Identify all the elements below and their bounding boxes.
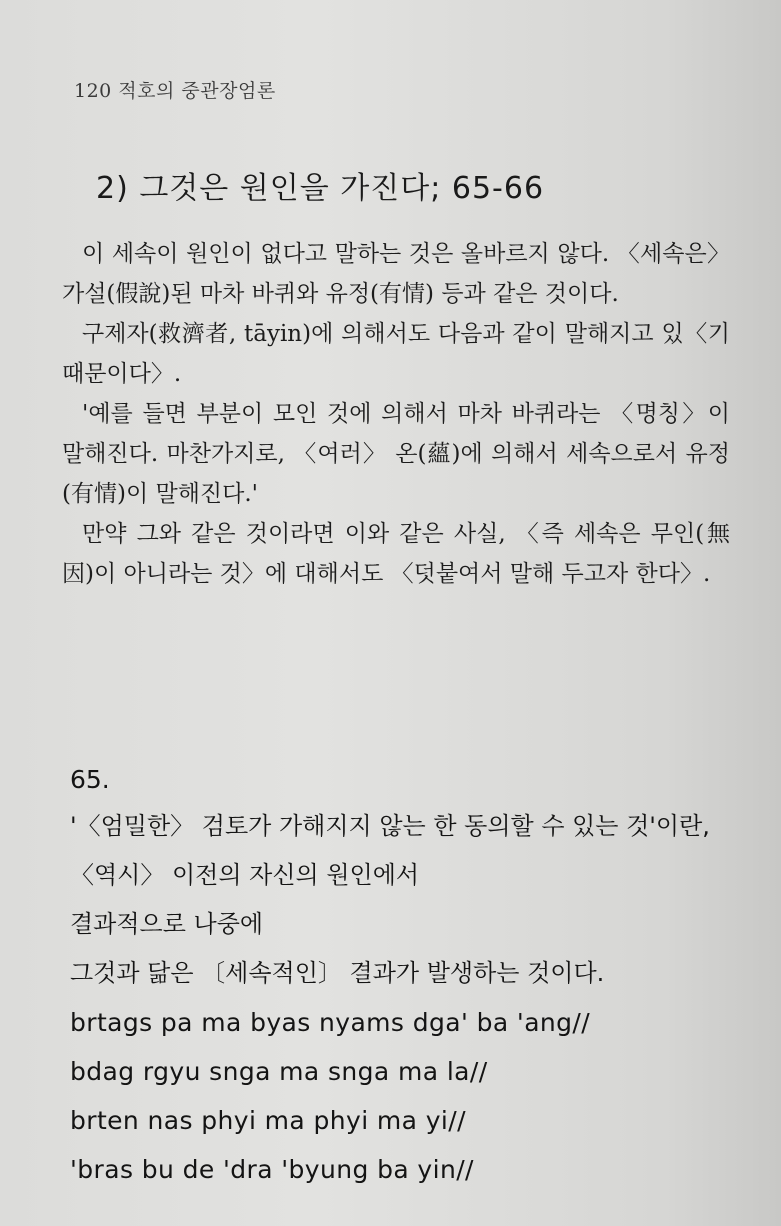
verse-block — [70, 758, 750, 1194]
paragraph: '예를 들면 부분이 모인 것에 의해서 마차 바퀴라는 〈명칭〉이 말해진다. 마찬가지로, 〈여러〉 온(蘊)에 의해서 세속으로서 유정(有情)이 말해진다.' — [62, 401, 730, 507]
paragraph: 만약 그와 같은 것이라면 이와 같은 사실, 〈즉 세속은 무인(無因)이 아니라는 것〉에 대해서도 〈덧붙여서 말해 두고자 한다〉. — [62, 521, 730, 587]
verse-korean-line: '〈엄밀한〉 검토가 가해지지 않는 한 동의할 수 있는 것'이란, — [70, 812, 710, 840]
verse-tibetan-line: bdag rgyu snga ma snga ma la// — [70, 1057, 488, 1086]
verse-tibetan-line: brtags pa ma byas nyams dga' ba 'ang// — [70, 1008, 591, 1037]
paragraph: 이 세속이 원인이 없다고 말하는 것은 올바르지 않다. 〈세속은〉 가설(假說)된 마차 바퀴와 유정(有情) 등과 같은 것이다. — [62, 241, 730, 307]
verse-korean-line: 그것과 닮은 〔세속적인〕 결과가 발생하는 것이다. — [70, 959, 605, 987]
verse-korean-line: 결과적으로 나중에 — [70, 910, 264, 938]
verse-korean-line: 〈역시〉 이전의 자신의 원인에서 — [70, 861, 420, 889]
paragraph: 구제자(救濟者, tāyin)에 의해서도 다음과 같이 말해지고 있〈기 때문이다〉. — [62, 321, 730, 387]
verse-number: 65. — [70, 765, 110, 794]
section-title: 2) 그것은 원인을 가진다; 65-66 — [96, 171, 545, 206]
verse-tibetan-line: 'bras bu de 'dra 'byung ba yin// — [70, 1155, 474, 1184]
verse-tibetan-line: brten nas phyi ma phyi ma yi// — [70, 1106, 466, 1135]
running-head: 120 적호의 중관장엄론 — [74, 80, 276, 102]
body-text — [62, 234, 730, 594]
